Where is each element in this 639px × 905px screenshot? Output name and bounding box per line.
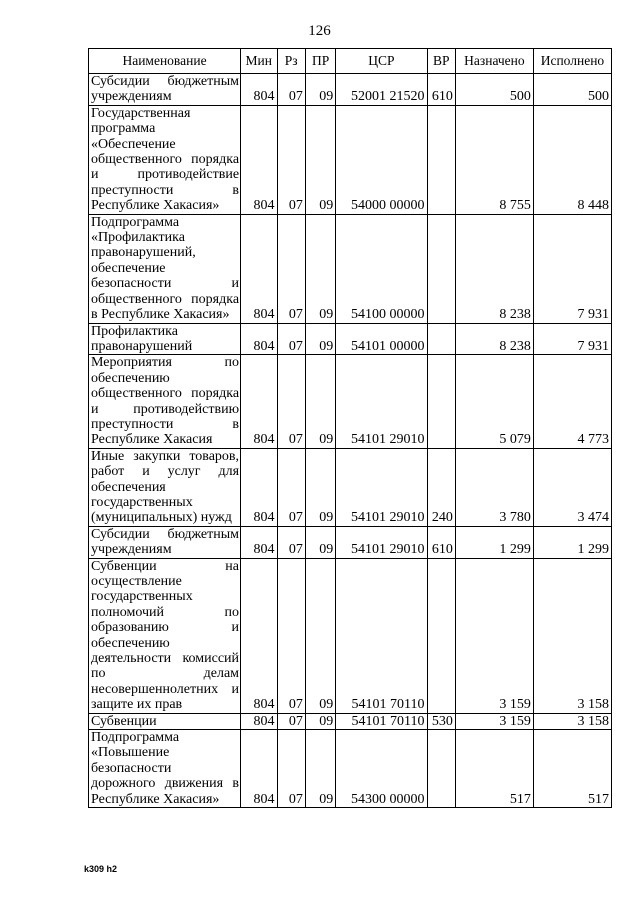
cell-rz: 07 bbox=[277, 323, 305, 355]
cell-pr: 09 bbox=[305, 74, 335, 106]
cell-min: 804 bbox=[241, 713, 277, 729]
cell-name: Подпрограмма «Повышение безопасности дорожного движения в Республике Хакасия» bbox=[89, 730, 241, 808]
cell-name: Субсидии бюджетным учреждениям bbox=[89, 74, 241, 106]
cell-rz: 07 bbox=[277, 448, 305, 526]
cell-assigned: 1 299 bbox=[455, 526, 533, 558]
cell-vr: 240 bbox=[427, 448, 455, 526]
cell-min: 804 bbox=[241, 526, 277, 558]
cell-vr bbox=[427, 558, 455, 713]
cell-name: Субсидии бюджетным учреждениям bbox=[89, 526, 241, 558]
table-header-row bbox=[89, 49, 612, 74]
cell-executed: 7 931 bbox=[533, 214, 611, 323]
table-row bbox=[89, 526, 612, 558]
cell-csr: 54100 00000 bbox=[336, 214, 427, 323]
header-rz: Рз bbox=[277, 49, 305, 74]
footer-code: k309 h2 bbox=[84, 864, 118, 874]
cell-csr: 54101 00000 bbox=[336, 323, 427, 355]
cell-executed: 8 448 bbox=[533, 105, 611, 214]
header-csr: ЦСР bbox=[336, 49, 427, 74]
cell-min: 804 bbox=[241, 730, 277, 808]
table-row bbox=[89, 74, 612, 106]
cell-executed: 3 158 bbox=[533, 713, 611, 729]
header-assigned: Назначено bbox=[455, 49, 533, 74]
cell-csr: 54101 70110 bbox=[336, 713, 427, 729]
cell-pr: 09 bbox=[305, 105, 335, 214]
cell-min: 804 bbox=[241, 355, 277, 448]
cell-min: 804 bbox=[241, 105, 277, 214]
header-vr: ВР bbox=[427, 49, 455, 74]
cell-vr: 530 bbox=[427, 713, 455, 729]
cell-rz: 07 bbox=[277, 526, 305, 558]
table-body bbox=[89, 74, 612, 808]
budget-table bbox=[88, 48, 612, 808]
page-number: 126 bbox=[308, 23, 331, 39]
header-pr: ПР bbox=[305, 49, 335, 74]
cell-pr: 09 bbox=[305, 323, 335, 355]
cell-assigned: 3 159 bbox=[455, 558, 533, 713]
table-row bbox=[89, 730, 612, 808]
cell-executed: 3 158 bbox=[533, 558, 611, 713]
cell-rz: 07 bbox=[277, 558, 305, 713]
cell-csr: 54101 29010 bbox=[336, 448, 427, 526]
cell-name: Субвенции на осуществление государственных полномочий по образованию и обеспечению деятельности комиссий по делам несовершеннолетних и защите их прав bbox=[89, 558, 241, 713]
cell-rz: 07 bbox=[277, 74, 305, 106]
cell-rz: 07 bbox=[277, 214, 305, 323]
cell-vr: 610 bbox=[427, 74, 455, 106]
cell-vr bbox=[427, 355, 455, 448]
cell-assigned: 5 079 bbox=[455, 355, 533, 448]
header-min: Мин bbox=[241, 49, 277, 74]
cell-vr bbox=[427, 323, 455, 355]
cell-executed: 7 931 bbox=[533, 323, 611, 355]
header-executed: Исполнено bbox=[533, 49, 611, 74]
cell-vr bbox=[427, 214, 455, 323]
cell-executed: 517 bbox=[533, 730, 611, 808]
cell-csr: 54101 70110 bbox=[336, 558, 427, 713]
cell-pr: 09 bbox=[305, 355, 335, 448]
cell-rz: 07 bbox=[277, 355, 305, 448]
cell-csr: 54000 00000 bbox=[336, 105, 427, 214]
cell-min: 804 bbox=[241, 74, 277, 106]
table-row bbox=[89, 214, 612, 323]
cell-pr: 09 bbox=[305, 448, 335, 526]
header-name: Наименование bbox=[89, 49, 241, 74]
cell-csr: 54101 29010 bbox=[336, 526, 427, 558]
cell-name: Иные закупки товаров, работ и услуг для обеспечения государственных (муниципальных) нужд bbox=[89, 448, 241, 526]
cell-executed: 3 474 bbox=[533, 448, 611, 526]
cell-vr bbox=[427, 105, 455, 214]
cell-assigned: 3 159 bbox=[455, 713, 533, 729]
cell-min: 804 bbox=[241, 323, 277, 355]
cell-pr: 09 bbox=[305, 214, 335, 323]
table-row bbox=[89, 355, 612, 448]
table-row bbox=[89, 323, 612, 355]
cell-rz: 07 bbox=[277, 713, 305, 729]
cell-name: Государственная программа «Обеспечение общественного порядка и противодействие преступности в Республике Хакасия» bbox=[89, 105, 241, 214]
table-row bbox=[89, 558, 612, 713]
cell-assigned: 3 780 bbox=[455, 448, 533, 526]
cell-vr bbox=[427, 730, 455, 808]
cell-executed: 1 299 bbox=[533, 526, 611, 558]
cell-name: Подпрограмма «Профилактика правонарушений, обеспечение безопасности и общественного порядка в Республике Хакасия» bbox=[89, 214, 241, 323]
cell-assigned: 8 238 bbox=[455, 323, 533, 355]
cell-vr: 610 bbox=[427, 526, 455, 558]
cell-assigned: 8 238 bbox=[455, 214, 533, 323]
cell-pr: 09 bbox=[305, 558, 335, 713]
cell-pr: 09 bbox=[305, 730, 335, 808]
cell-pr: 09 bbox=[305, 526, 335, 558]
cell-pr: 09 bbox=[305, 713, 335, 729]
cell-csr: 52001 21520 bbox=[336, 74, 427, 106]
cell-csr: 54300 00000 bbox=[336, 730, 427, 808]
cell-rz: 07 bbox=[277, 105, 305, 214]
cell-executed: 500 bbox=[533, 74, 611, 106]
cell-rz: 07 bbox=[277, 730, 305, 808]
cell-executed: 4 773 bbox=[533, 355, 611, 448]
table-row bbox=[89, 105, 612, 214]
cell-name: Профилактика правонарушений bbox=[89, 323, 241, 355]
cell-min: 804 bbox=[241, 214, 277, 323]
cell-csr: 54101 29010 bbox=[336, 355, 427, 448]
cell-assigned: 500 bbox=[455, 74, 533, 106]
cell-assigned: 517 bbox=[455, 730, 533, 808]
cell-name: Субвенции bbox=[89, 713, 241, 729]
table-row bbox=[89, 713, 612, 729]
cell-name: Мероприятия по обеспечению общественного порядка и противодействию преступности в Республике Хакасия bbox=[89, 355, 241, 448]
cell-assigned: 8 755 bbox=[455, 105, 533, 214]
cell-min: 804 bbox=[241, 448, 277, 526]
cell-min: 804 bbox=[241, 558, 277, 713]
table-row bbox=[89, 448, 612, 526]
